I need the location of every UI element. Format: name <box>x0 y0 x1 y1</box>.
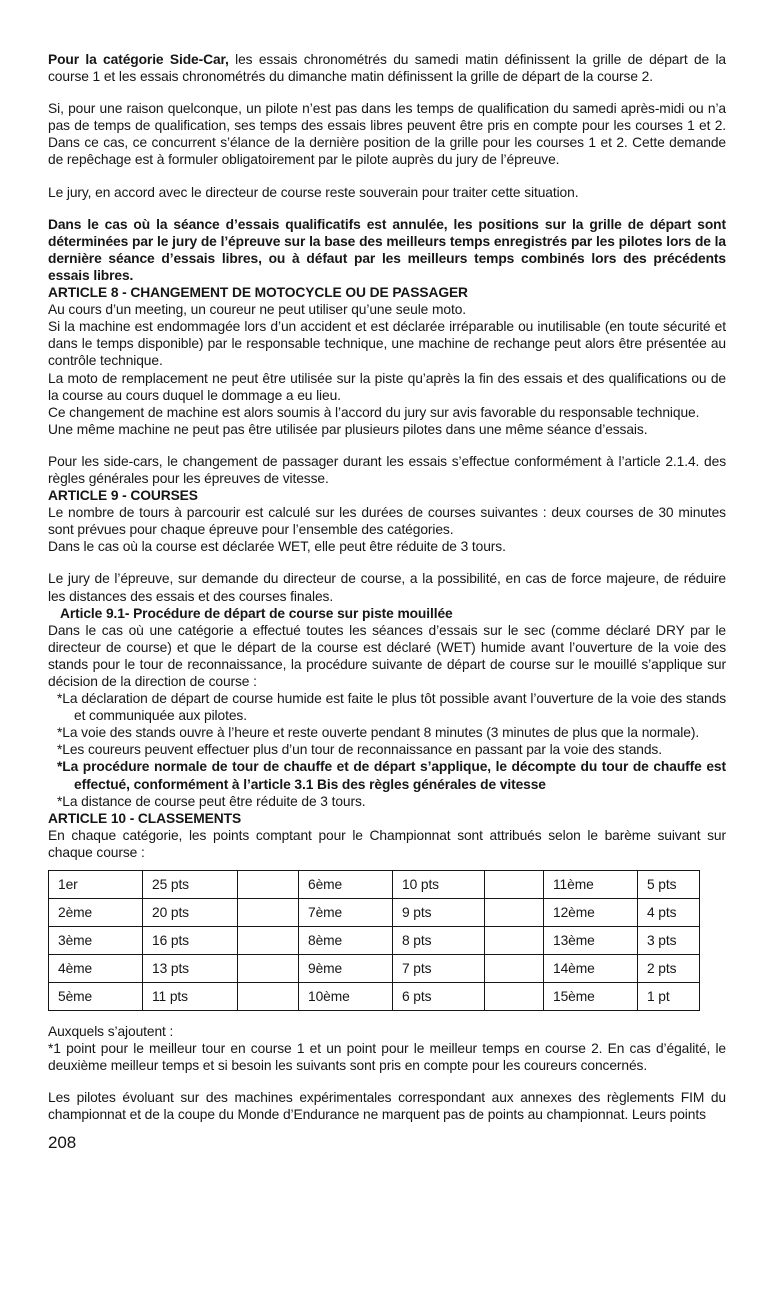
table-cell <box>238 955 299 983</box>
table-cell: 15ème <box>544 983 638 1011</box>
page-number: 208 <box>48 1132 77 1152</box>
bullet-tour-reconnaissance: *Les coureurs peuvent effectuer plus d’un tour de reconnaissance en passant par la voie des stands. <box>57 742 662 758</box>
paragraph-annulation: Dans le cas où la séance d’essais qualificatifs est annulée, les positions sur la grille de départ sont déterminées par le jury de l’épreuve sur la base des meilleurs temps enregistrés par les pilotes lors de la dernière séance d’essais libres, ou à défaut par les meilleurs temps combinés lors des précédents essais libres. <box>48 216 726 283</box>
table-row <box>49 899 700 927</box>
paragraph-qualification: Si, pour une raison quelconque, un pilote n’est pas dans les temps de qualification du samedi après-midi ou n’a pas de temps de qualification, ses temps des essais libres peuvent être pris en compte pour les courses 1 et 2. Dans ce cas, ce concurrent s’élance de la dernière position de la grille pour les courses 1 et 2. Cette demande de repêchage est à formuler obligatoirement par le pilote auprès du jury de l’épreuve. <box>48 101 726 168</box>
paragraph-ajout-label: Auxquels s’ajoutent : <box>48 1024 174 1040</box>
bullet-distance-reduite: *La distance de course peut être réduite de 3 tours. <box>57 793 366 809</box>
article-9-paragraph-tours: Le nombre de tours à parcourir est calculé sur les durées de courses suivantes : deux courses de 30 minutes sont prévues pour chaque épreuve pour l’ensemble des catégories. <box>48 505 726 538</box>
table-cell: 8 pts <box>393 927 485 955</box>
table-cell: 16 pts <box>143 927 238 955</box>
paragraph-jury-souverain: Le jury, en accord avec le directeur de course reste souverain pour traiter cette situation. <box>48 184 579 200</box>
table-cell: 12ème <box>544 899 638 927</box>
table-cell: 20 pts <box>143 899 238 927</box>
article-8-paragraph: Au cours d’un meeting, un coureur ne peut utiliser qu’une seule moto. <box>48 302 466 318</box>
table-cell: 1 pt <box>638 983 700 1011</box>
table-cell: 2ème <box>49 899 143 927</box>
article-8-paragraph: La moto de remplacement ne peut être utilisée sur la piste qu’après la fin des essais et des qualifications ou de la course au cours duquel le dommage a eu lieu. <box>48 370 726 403</box>
bullet-procedure-normale: *La procédure normale de tour de chauffe et de départ s’applique, le décompte du tour de chauffe est effectué, conformément à l’article 3.1 Bis des règles générales de vitesse <box>57 759 726 792</box>
table-cell: 8ème <box>299 927 393 955</box>
table-cell <box>485 927 544 955</box>
table-cell <box>485 871 544 899</box>
table-cell: 9 pts <box>393 899 485 927</box>
table-cell <box>238 899 299 927</box>
table-cell: 3ème <box>49 927 143 955</box>
table-cell: 3 pts <box>638 927 700 955</box>
table-cell <box>485 899 544 927</box>
article-9-1-paragraph-procedure: Dans le cas où une catégorie a effectué toutes les séances d’essais sur le sec (comme déclaré DRY par le directeur de course) et que le départ de la course est déclaré (WET) humide avant l’ouverture de la voie des stands pour le tour de reconnaissance, la procédure suivante de départ de course sur le mouillé s’applique sur décision de la direction de course : <box>48 622 726 689</box>
paragraph-sidecars-passager: Pour les side-cars, le changement de passager durant les essais s’effectue conformément à l’article 2.1.4. des règles générales pour les épreuves de vitesse. <box>48 453 726 486</box>
table-cell: 5 pts <box>638 871 700 899</box>
table-cell: 10ème <box>299 983 393 1011</box>
table-cell: 9ème <box>299 955 393 983</box>
table-cell <box>238 983 299 1011</box>
article-8-paragraph: Une même machine ne peut pas être utilisée par plusieurs pilotes dans une même séance d’essais. <box>48 421 648 437</box>
table-cell: 14ème <box>544 955 638 983</box>
article-10-heading: ARTICLE 10 - CLASSEMENTS <box>48 810 242 826</box>
table-row <box>49 955 700 983</box>
table-row <box>49 927 700 955</box>
bullet-declaration-humide: *La déclaration de départ de course humide est faite le plus tôt possible avant l’ouverture de la voie des stands et communiquée aux pilotes. <box>57 691 726 724</box>
table-cell: 5ème <box>49 983 143 1011</box>
table-cell: 6ème <box>299 871 393 899</box>
bullet-voie-des-stands: *La voie des stands ouvre à l’heure et reste ouverte pendant 8 minutes (3 minutes de plus que la normale). <box>57 725 700 741</box>
table-row <box>49 871 700 899</box>
table-cell: 6 pts <box>393 983 485 1011</box>
table-cell: 4ème <box>49 955 143 983</box>
table-cell <box>485 983 544 1011</box>
intro-paragraph-sidecar <box>48 51 726 85</box>
table-cell: 25 pts <box>143 871 238 899</box>
table-cell: 10 pts <box>393 871 485 899</box>
article-8-heading: ARTICLE 8 - CHANGEMENT DE MOTOCYCLE OU DE PASSAGER <box>48 285 468 301</box>
article-9-paragraph-wet: Dans le cas où la course est déclarée WET, elle peut être réduite de 3 tours. <box>48 539 506 555</box>
table-cell <box>485 955 544 983</box>
table-cell: 11 pts <box>143 983 238 1011</box>
table-row <box>49 983 700 1011</box>
table-cell: 4 pts <box>638 899 700 927</box>
article-8-paragraph: Ce changement de machine est alors soumis à l’accord du jury sur avis favorable du responsable technique. <box>48 404 700 420</box>
paragraph-machines-experimentales: Les pilotes évoluant sur des machines expérimentales correspondant aux annexes des règlements FIM du championnat et de la coupe du Monde d’Endurance ne marquent pas de points au championnat. Leurs points <box>48 1090 726 1123</box>
table-cell: 7ème <box>299 899 393 927</box>
article-9-1-subheading: Article 9.1- Procédure de départ de course sur piste mouillée <box>60 605 453 621</box>
table-cell <box>238 871 299 899</box>
table-cell: 7 pts <box>393 955 485 983</box>
table-cell: 13 pts <box>143 955 238 983</box>
table-cell: 1er <box>49 871 143 899</box>
article-8-paragraph: Si la machine est endommagée lors d’un accident et est déclarée irréparable ou inutilisable (en toute sécurité et dans le temps disponible) par le responsable technique, une machine de rechange peut alors être présentée au contrôle technique. <box>48 319 726 369</box>
points-table-body <box>49 871 700 1011</box>
article-10-paragraph-bareme: En chaque catégorie, les points comptant pour le Championnat sont attribués selon le barème suivant sur chaque course : <box>48 827 726 860</box>
article-9-paragraph-jury: Le jury de l’épreuve, sur demande du directeur de course, a la possibilité, en cas de force majeure, de réduire les distances des essais et des courses finales. <box>48 571 726 604</box>
table-cell: 13ème <box>544 927 638 955</box>
intro-lead-bold: Pour la catégorie Side-Car, <box>48 52 229 67</box>
article-9-heading: ARTICLE 9 - COURSES <box>48 488 198 504</box>
paragraph-meilleur-tour: *1 point pour le meilleur tour en course 1 et un point pour le meilleur temps en course 2. En cas d’égalité, le deuxième meilleur temps et si besoin les suivants sont pris en compte pour les coureurs concernés. <box>48 1041 726 1074</box>
points-table <box>48 870 700 1011</box>
table-cell <box>238 927 299 955</box>
table-cell: 11ème <box>544 871 638 899</box>
intro-lead-rest: les essais chronométrés du samedi matin définissent la grille de départ de la course 1 et les essais chronométrés du dimanche matin définissent la grille de départ de la course 2. <box>48 52 727 85</box>
table-cell: 2 pts <box>638 955 700 983</box>
